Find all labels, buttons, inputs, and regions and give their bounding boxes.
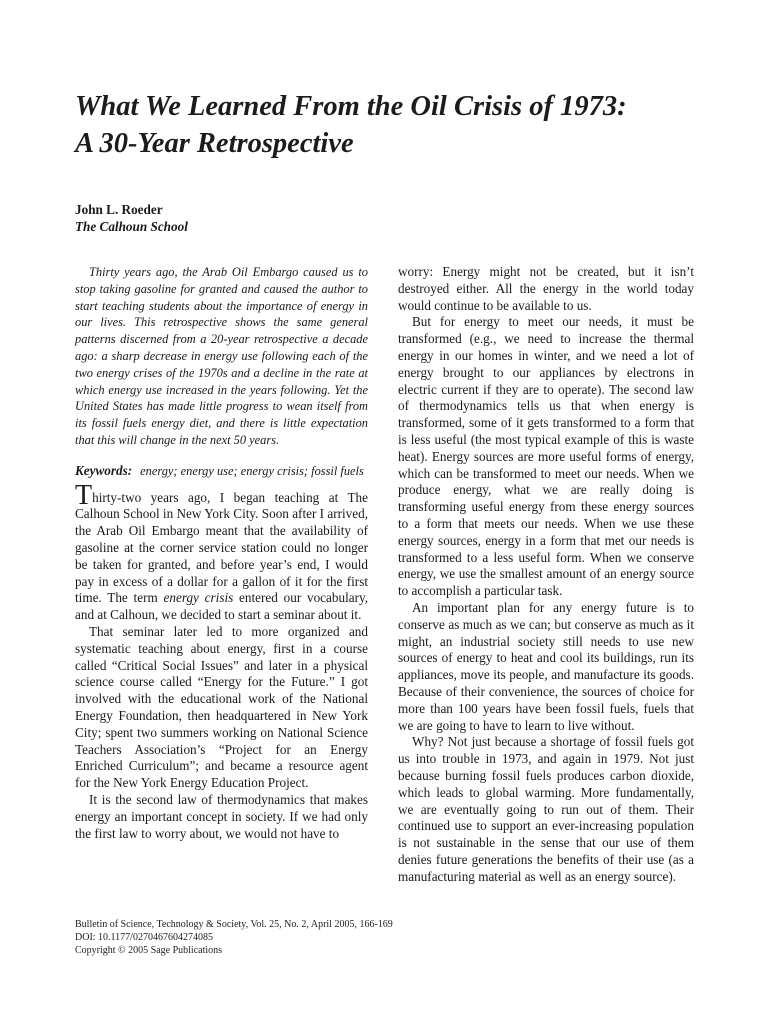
paragraph-3-continued: worry: Energy might not be created, but it isn’t destroyed either. All the energy in the world today would continue to be available to us. bbox=[398, 264, 694, 313]
abstract bbox=[75, 264, 368, 449]
author-affiliation: The Calhoun School bbox=[75, 219, 188, 234]
paragraph-2: That seminar later led to more organized and systematic teaching about energy, first in a course called “Critical Social Issues” and later in a physical science course called “Energy for the Future.” I got involved with the educational work of the National Energy Foundation, then headquartered in New York City; spent two summers working on National Science Teachers Association’s “Project for an Energy Enriched Curriculum”; and became a resource agent for the New York Energy Education Project. bbox=[75, 623, 368, 791]
footer-copyright: Copyright © 2005 Sage Publications bbox=[75, 945, 223, 956]
paragraph-3: It is the second law of thermodynamics that makes energy an important concept in society. If we had only the first law to worry about, we would not have to bbox=[75, 791, 368, 841]
paragraph-1-text-b: entered our vocabulary, and at Calhoun, we decided to start a seminar about it. bbox=[75, 590, 369, 623]
keywords bbox=[75, 463, 368, 480]
paragraph-4: But for energy to meet our needs, it must be transformed (e.g., we need to increase the thermal energy in our homes in winter, and we need a lot of energy brought to our appliances by electrons in electric current if they are to operate). The second law of thermodynamics tells us that when energy is transformed, some of it gets transformed to a form that is less useful (the most typical example of this is waste heat). Energy sources are more useful forms of energy, which can be transformed to meet our needs. When we produce energy, what we are really doing is transforming useful energy from these energy sources to a form that meets our needs. When we use these energy sources, energy in a form that met our needs is transformed to a less useful form. When we conserve energy, we use the smallest amount of an energy source to accomplish a particular task. bbox=[398, 314, 694, 599]
author-block bbox=[75, 201, 188, 235]
paragraph-6: Why? Not just because a shortage of fossil fuels got us into trouble in 1973, and again in 1979. Not just because burning fossil fuels produces carbon dioxide, which leads to global warming. More fundamentally, we are eventually going to run out of them. Their continued use to support an ever-increasing population is not sustainable in the sense that our use of them denies future generations the benefits of their use (as a manufacturing material as well as an energy source). bbox=[398, 734, 694, 884]
footer-citation: Bulletin of Science, Technology & Society, Vol. 25, No. 2, April 2005, 166-169 bbox=[75, 919, 393, 930]
keywords-label: Keywords: bbox=[75, 462, 133, 478]
paragraph-1-text-a: hirty-two years ago, I began teaching at The Calhoun School in New York City. Soon after I arrived, the Arab Oil Embargo meant that the availability of gasoline at the corner service station could no longer be taken for granted, and before year’s end, I would pay in excess of a dollar for a gallon of it for the first time. The term bbox=[75, 489, 368, 606]
author-name: John L. Roeder bbox=[75, 202, 163, 217]
drop-cap: T bbox=[75, 479, 93, 511]
footer-doi: DOI: 10.1177/0270467604274085 bbox=[75, 932, 213, 943]
right-column bbox=[398, 264, 694, 885]
abstract-text: Thirty years ago, the Arab Oil Embargo caused us to stop taking gasoline for granted and caused the author to start teaching students about the importance of energy in our lives. This retrospective shows the same general patterns discerned from a 20-year retrospective a decade ago: a sharp decrease in energy use following each of the two energy crises of the 1970s and a decline in the rate at which energy use increased in the years following. Yet the United States has made little progress to wean itself from its fossil fuels energy diet, and there is little expectation that this will change in the next 50 years. bbox=[75, 265, 368, 447]
article-title bbox=[75, 88, 715, 162]
title-line-2: A 30-Year Retrospective bbox=[75, 128, 354, 159]
paragraph-5: An important plan for any energy future is to conserve as much as we can; but conserve as much as it might, an industrial society still needs to use new sources of energy to heat and cool its buildings, run its appliances, move its people, and manufacture its goods. Because of their convenience, the sources of choice for more than 100 years have been fossil fuels, fuels that we are going to have to learn to live without. bbox=[398, 599, 694, 733]
paragraph-1-emphasis: energy crisis bbox=[163, 590, 234, 606]
keywords-text: energy; energy use; energy crisis; fossil fuels bbox=[140, 463, 364, 478]
left-column bbox=[75, 264, 368, 842]
paragraph-1 bbox=[75, 479, 369, 624]
title-line-1: What We Learned From the Oil Crisis of 1973: bbox=[75, 91, 627, 122]
publication-footer bbox=[75, 918, 393, 957]
